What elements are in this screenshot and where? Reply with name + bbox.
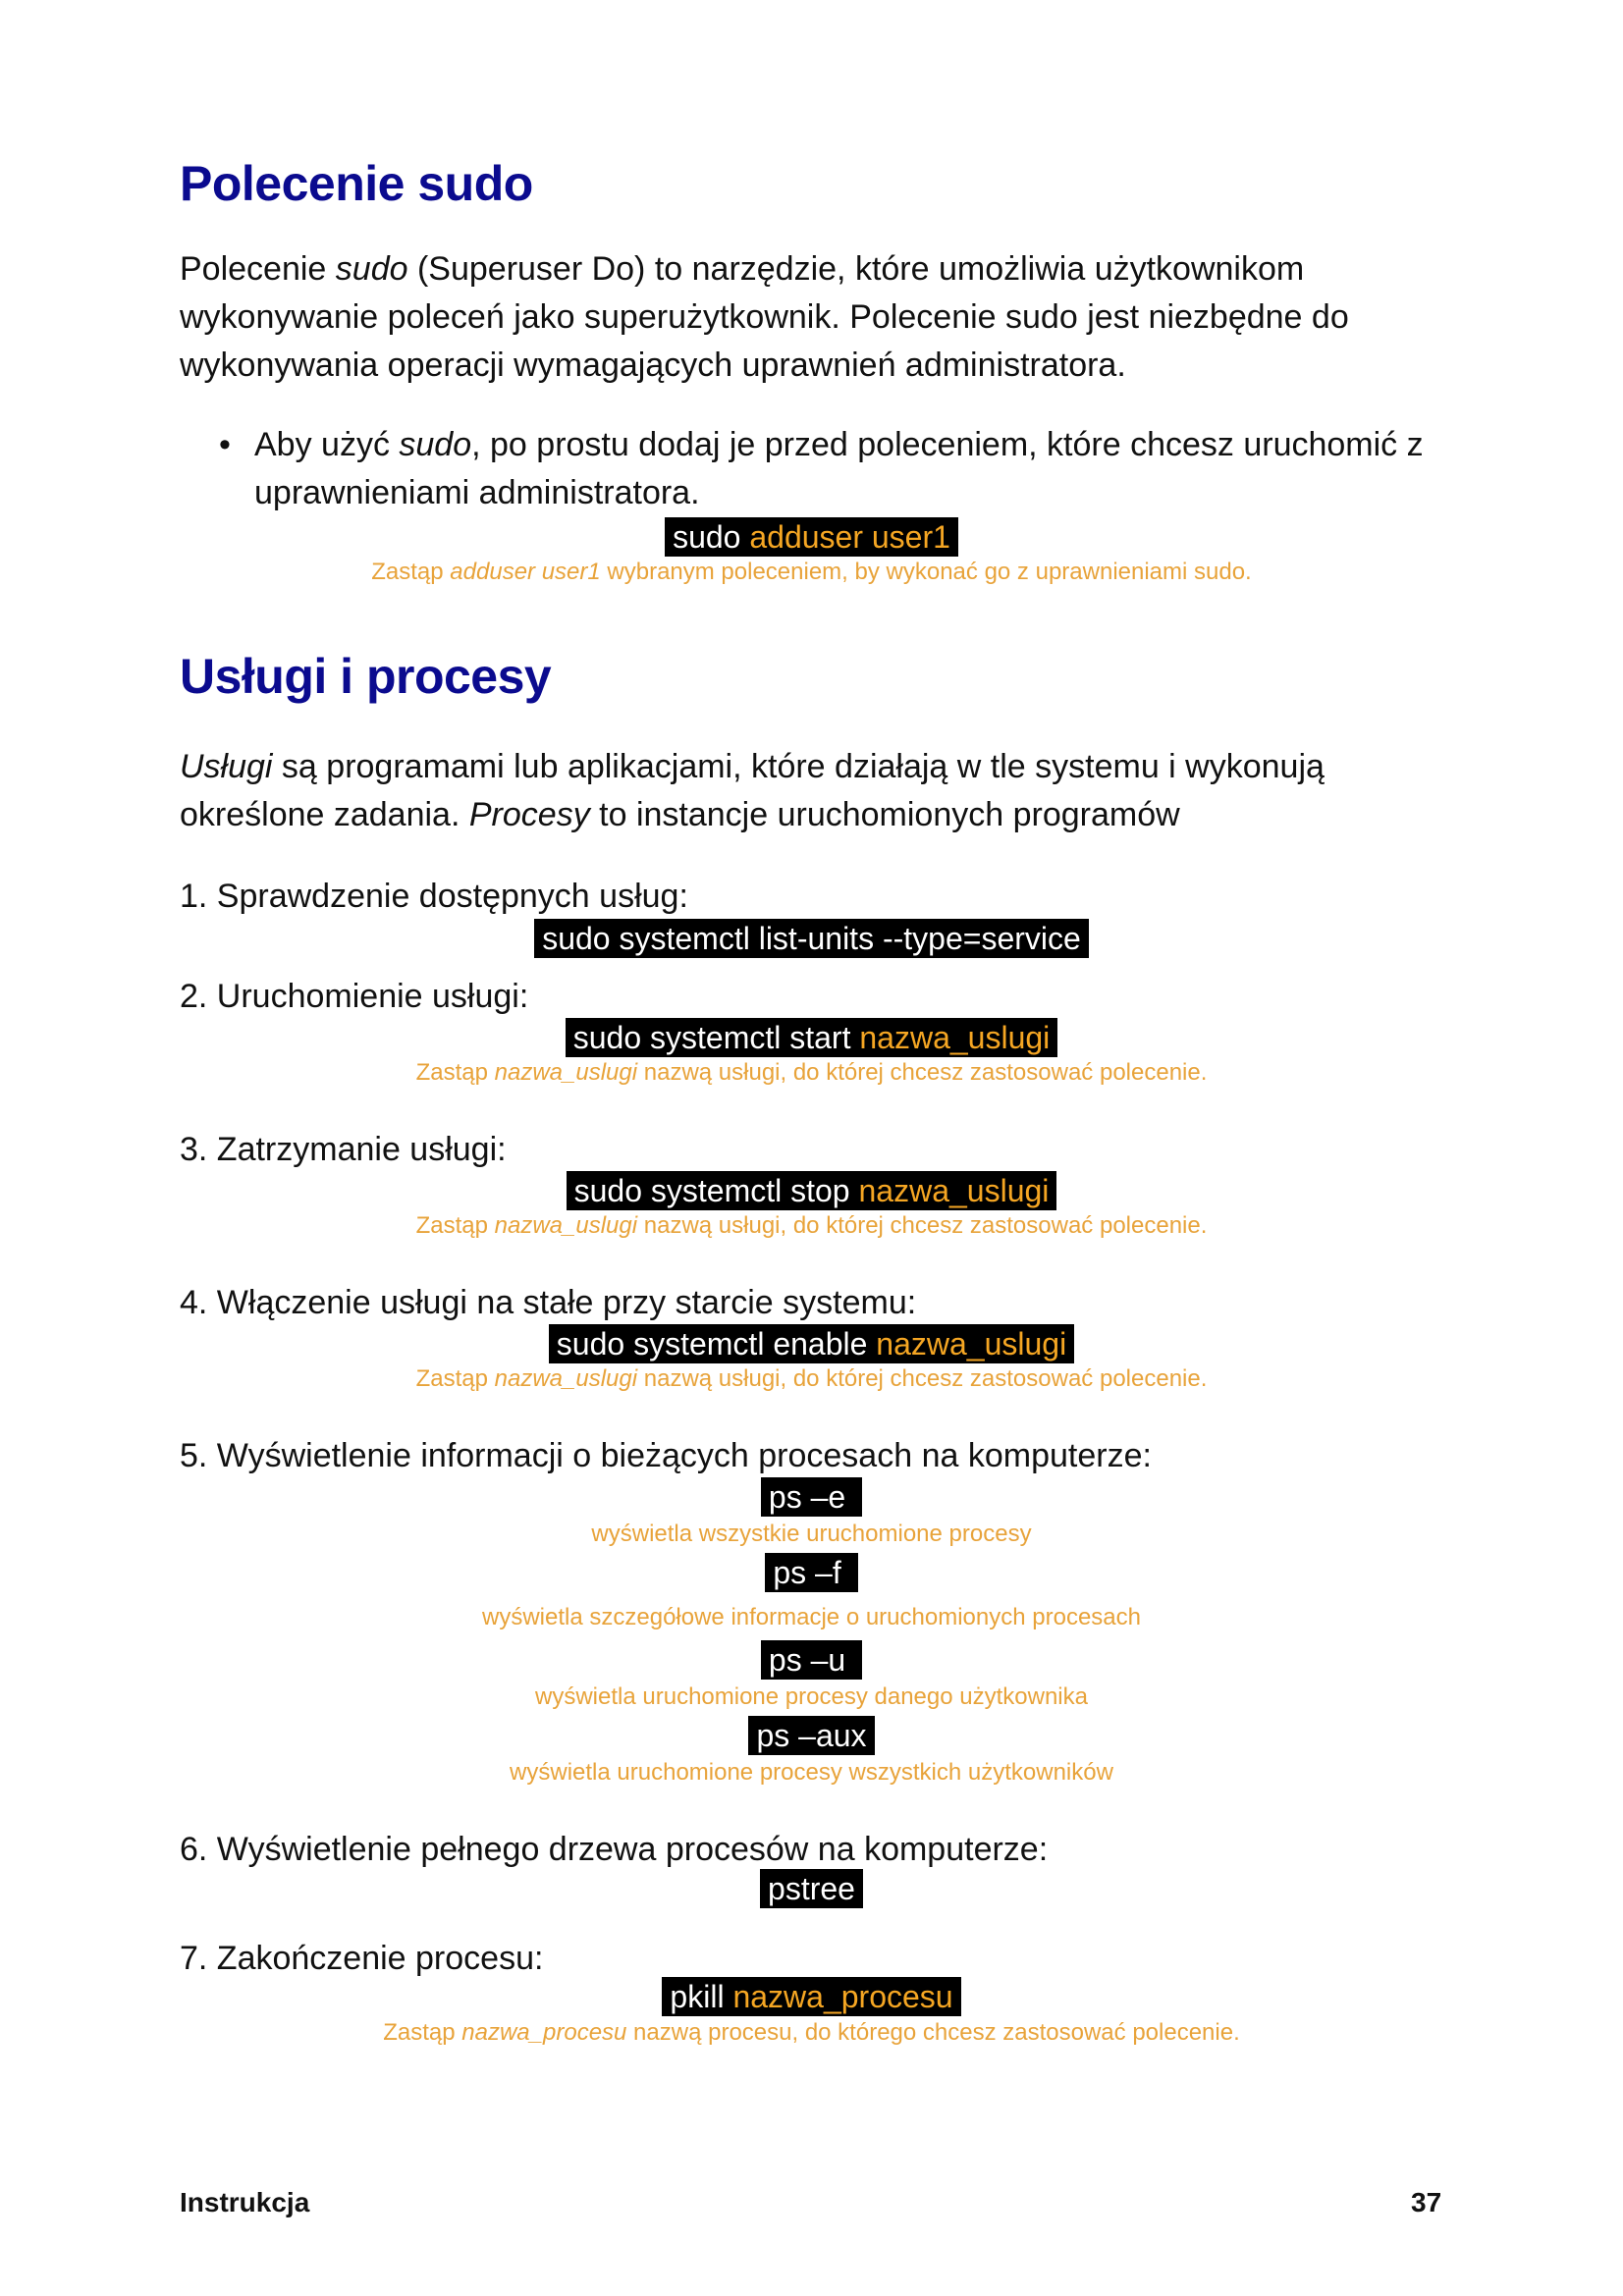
note-text: Zastąp [415, 1365, 495, 1392]
note-text-rest: nazwą usługi, do której chcesz zastosować polecenie. [637, 1365, 1208, 1392]
list-item-3: 3. Zatrzymanie usługi: [180, 1131, 507, 1168]
code-block [534, 919, 1089, 958]
code-systemctl-stop [0, 1171, 1623, 1210]
processes-emphasis: Procesy [468, 796, 590, 833]
sudo-intro-emphasis: sudo [335, 250, 408, 288]
note-ps-u: wyświetla uruchomione procesy danego użytkownika [535, 1683, 1088, 1710]
note-ps-aux: wyświetla uruchomione procesy wszystkich użytkowników [510, 1759, 1113, 1786]
heading-services: Usługi i procesy [180, 649, 552, 704]
code-systemctl-enable [0, 1324, 1623, 1363]
code-ps-u [0, 1640, 1623, 1680]
code-command: sudo systemctl start [572, 1020, 860, 1055]
code-command: sudo systemctl stop [573, 1173, 859, 1208]
code-argument: nazwa_uslugi [858, 1173, 1050, 1208]
list-item-7: 7. Zakończenie procesu: [180, 1940, 544, 1977]
footer-title: Instrukcja [180, 2187, 310, 2217]
note-text: Zastąp [383, 2019, 462, 2046]
note-ps-f: wyświetla szczegółowe informacje o uruchomionych procesach [482, 1604, 1141, 1630]
note-text: Zastąp [415, 1059, 495, 1086]
code-block [665, 517, 958, 557]
note-text-rest: wybranym poleceniem, by wykonać go z uprawnieniami sudo. [600, 559, 1252, 585]
code-pstree [0, 1869, 1623, 1908]
code-sudo-adduser [0, 517, 1623, 557]
note-stop [0, 1211, 1623, 1241]
note-ps-e: wyświetla wszystkie uruchomione procesy [591, 1521, 1032, 1547]
note-text: Zastąp [415, 1212, 495, 1239]
code-command: sudo [673, 519, 750, 555]
code-ps-f [0, 1553, 1623, 1592]
note-text-rest: nazwą procesu, do którego chcesz zastosować polecenie. [626, 2019, 1240, 2046]
note-start [0, 1058, 1623, 1088]
bullet-text-post: , po prostu dodaj je przed poleceniem, które chcesz uruchomić z uprawnieniami administratora. [254, 426, 1424, 511]
code-block: ps –aux [748, 1716, 874, 1755]
sudo-intro-text-rest: (Superuser Do) to narzędzie, które umożliwia użytkownikom wykonywanie poleceń jako superużytkownik. Polecenie sudo jest niezbędne do wykonywania operacji wymagających uprawnień administratora. [180, 250, 1349, 384]
heading-sudo: Polecenie sudo [180, 156, 533, 211]
list-item-6: 6. Wyświetlenie pełnego drzewa procesów na komputerze: [180, 1831, 1049, 1868]
sudo-bullet-text [254, 421, 1433, 517]
code-argument: nazwa_uslugi [859, 1020, 1051, 1055]
note-emphasis: adduser user1 [450, 559, 601, 585]
code-command: sudo systemctl list-units --type=service [542, 921, 1081, 956]
code-block [549, 1324, 1074, 1363]
list-item-5: 5. Wyświetlenie informacji o bieżących procesach na komputerze: [180, 1437, 1152, 1474]
code-block [760, 1869, 863, 1908]
services-intro-text: są programami lub aplikacjami, które działają w tle systemu i wykonują określone zadania. [180, 748, 1325, 833]
code-pkill [0, 1977, 1623, 2016]
note-emphasis: nazwa_uslugi [494, 1212, 638, 1239]
services-intro-text-rest: to instancje uruchomionych programów [589, 796, 1180, 833]
code-block: ps –e [761, 1477, 862, 1517]
note-pkill [0, 2018, 1623, 2048]
note-text-rest: nazwą usługi, do której chcesz zastosować polecenie. [637, 1212, 1208, 1239]
note-sudo [0, 558, 1623, 587]
note-emphasis: nazwa_procesu [461, 2019, 627, 2046]
code-argument: nazwa_uslugi [876, 1326, 1067, 1362]
code-argument: adduser user1 [749, 519, 950, 555]
code-ps-aux [0, 1716, 1623, 1755]
list-item-1: 1. Sprawdzenie dostępnych usług: [180, 878, 688, 915]
sudo-intro [180, 245, 1456, 390]
code-block: ps –u [761, 1640, 862, 1680]
code-ps-e [0, 1477, 1623, 1517]
code-argument: nazwa_procesu [732, 1979, 953, 2014]
code-block: ps –f [765, 1553, 857, 1592]
code-block [662, 1977, 960, 2016]
services-emphasis: Usługi [180, 748, 273, 785]
bullet-emphasis: sudo [399, 426, 472, 463]
code-block [567, 1171, 1057, 1210]
list-item-2: 2. Uruchomienie usługi: [180, 978, 529, 1015]
note-text: Zastąp [371, 559, 451, 585]
code-block [566, 1018, 1058, 1057]
code-command: pkill [670, 1979, 733, 2014]
note-emphasis: nazwa_uslugi [494, 1059, 638, 1086]
code-command: pstree [768, 1871, 855, 1906]
page-number: 37 [1411, 2187, 1442, 2217]
code-systemctl-start [0, 1018, 1623, 1057]
note-emphasis: nazwa_uslugi [494, 1365, 638, 1392]
code-list-units [0, 919, 1623, 958]
services-intro [180, 743, 1456, 839]
bullet-icon: • [219, 426, 231, 463]
list-item-4: 4. Włączenie usługi na stałe przy starcie systemu: [180, 1284, 917, 1321]
sudo-intro-text: Polecenie [180, 250, 336, 288]
note-enable [0, 1364, 1623, 1394]
bullet-text-pre: Aby użyć [254, 426, 400, 463]
code-command: sudo systemctl enable [556, 1326, 877, 1362]
note-text-rest: nazwą usługi, do której chcesz zastosować polecenie. [637, 1059, 1208, 1086]
